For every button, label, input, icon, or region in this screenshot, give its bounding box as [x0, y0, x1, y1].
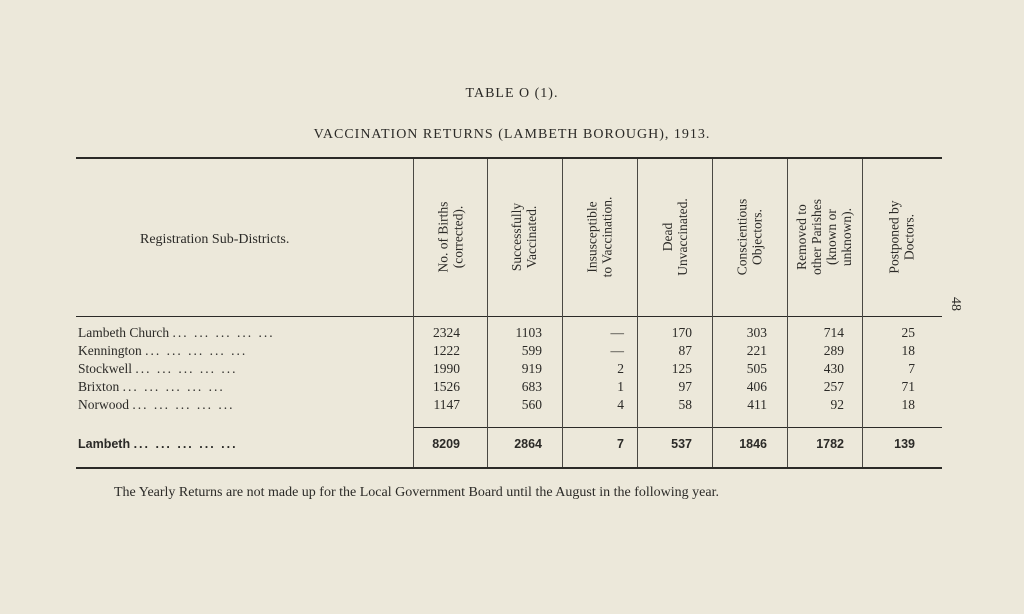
table-title: TABLE O (1).	[465, 86, 559, 101]
district-cell	[78, 437, 408, 451]
leader-dots: ... ... ... ... ...	[172, 325, 275, 340]
dead-total-cell: 537	[671, 437, 692, 451]
removed-cell: 430	[823, 361, 844, 376]
removed-cell: 289	[823, 343, 844, 358]
column-header-text: Postponed by Doctors.	[886, 200, 917, 274]
total-row	[0, 437, 1024, 455]
births-cell: 1526	[433, 379, 460, 394]
table-row	[0, 343, 1024, 361]
dead-cell: 87	[678, 343, 692, 358]
leader-dots: ... ... ... ... ...	[145, 343, 248, 358]
column-header-text: Successfully Vaccinated.	[509, 202, 540, 272]
insusceptible-total-cell: 7	[617, 437, 624, 451]
objectors-cell: 221	[746, 343, 767, 358]
column-header-vaccinated	[487, 162, 562, 312]
postponed-cell: 18	[901, 343, 915, 358]
objectors-cell: 411	[747, 397, 767, 412]
insusceptible-cell: 4	[617, 397, 624, 412]
district-name: Norwood	[78, 397, 129, 412]
table-bottom-rule	[76, 467, 942, 469]
births-cell: 1147	[433, 397, 460, 412]
district-name: Lambeth Church	[78, 325, 170, 340]
column-header-insusceptible	[562, 162, 637, 312]
leader-dots: ... ... ... ... ...	[122, 379, 225, 394]
births-total-cell: 8209	[432, 437, 460, 451]
district-name: Lambeth	[78, 437, 131, 451]
table-row	[0, 397, 1024, 415]
table-row	[0, 361, 1024, 379]
removed-cell: 92	[830, 397, 844, 412]
vaccinated-total-cell: 2864	[514, 437, 542, 451]
district-cell	[78, 343, 408, 359]
births-cell: 1990	[433, 361, 460, 376]
dead-cell: 97	[678, 379, 692, 394]
district-name: Brixton	[78, 379, 120, 394]
column-header-text: Insusceptible to Vaccination.	[584, 196, 615, 278]
leader-dots: ... ... ... ... ...	[133, 437, 238, 451]
objectors-cell: 505	[746, 361, 767, 376]
row-header-label: Registration Sub-Districts.	[140, 232, 290, 247]
removed-cell: 714	[823, 325, 844, 340]
district-name: Stockwell	[78, 361, 132, 376]
column-header-text: No. of Births (corrected).	[435, 201, 465, 273]
district-cell	[78, 361, 408, 377]
postponed-cell: 18	[901, 397, 915, 412]
dead-cell: 58	[678, 397, 692, 412]
births-cell: 1222	[433, 343, 460, 358]
vaccinated-cell: 1103	[515, 325, 542, 340]
insusceptible-cell: —	[610, 325, 624, 340]
district-name: Kennington	[78, 343, 142, 358]
postponed-total-cell: 139	[894, 437, 915, 451]
dead-cell: 170	[671, 325, 692, 340]
insusceptible-cell: —	[610, 343, 624, 358]
vaccinated-cell: 560	[521, 397, 542, 412]
vaccinated-cell: 919	[521, 361, 542, 376]
objectors-cell: 406	[746, 379, 767, 394]
removed-cell: 257	[823, 379, 844, 394]
column-header-conscientious-objectors	[712, 162, 787, 312]
district-cell	[78, 397, 408, 413]
table-top-rule	[76, 157, 942, 159]
postponed-cell: 7	[908, 361, 915, 376]
column-header-births	[413, 162, 487, 312]
removed-total-cell: 1782	[816, 437, 844, 451]
insusceptible-cell: 1	[617, 379, 624, 394]
district-cell	[78, 379, 408, 395]
leader-dots: ... ... ... ... ...	[132, 397, 235, 412]
table-row	[0, 379, 1024, 397]
column-header-text: Removed to other Parishes (known or unknown).	[794, 198, 855, 276]
district-cell	[78, 325, 408, 341]
vaccinated-cell: 599	[521, 343, 542, 358]
objectors-total-cell: 1846	[739, 437, 767, 451]
column-header-postponed	[862, 162, 942, 312]
vaccinated-cell: 683	[521, 379, 542, 394]
column-header-removed	[787, 162, 862, 312]
postponed-cell: 25	[901, 325, 915, 340]
postponed-cell: 71	[901, 379, 915, 394]
births-cell: 2324	[433, 325, 460, 340]
column-header-dead-unvaccinated	[637, 162, 712, 312]
leader-dots: ... ... ... ... ...	[135, 361, 238, 376]
table-header-rule	[76, 316, 942, 317]
insusceptible-cell: 2	[617, 361, 624, 376]
column-header-text: Conscientious Objectors.	[734, 198, 765, 276]
table-subtitle: VACCINATION RETURNS (LAMBETH BOROUGH), 1913.	[313, 127, 711, 142]
table-row	[0, 325, 1024, 343]
page-number: 48	[948, 297, 963, 311]
dead-cell: 125	[671, 361, 692, 376]
footnote: The Yearly Returns are not made up for the Local Government Board until the August in the following year.	[114, 485, 719, 500]
column-header-text: Dead Unvaccinated.	[659, 198, 690, 276]
objectors-cell: 303	[746, 325, 767, 340]
